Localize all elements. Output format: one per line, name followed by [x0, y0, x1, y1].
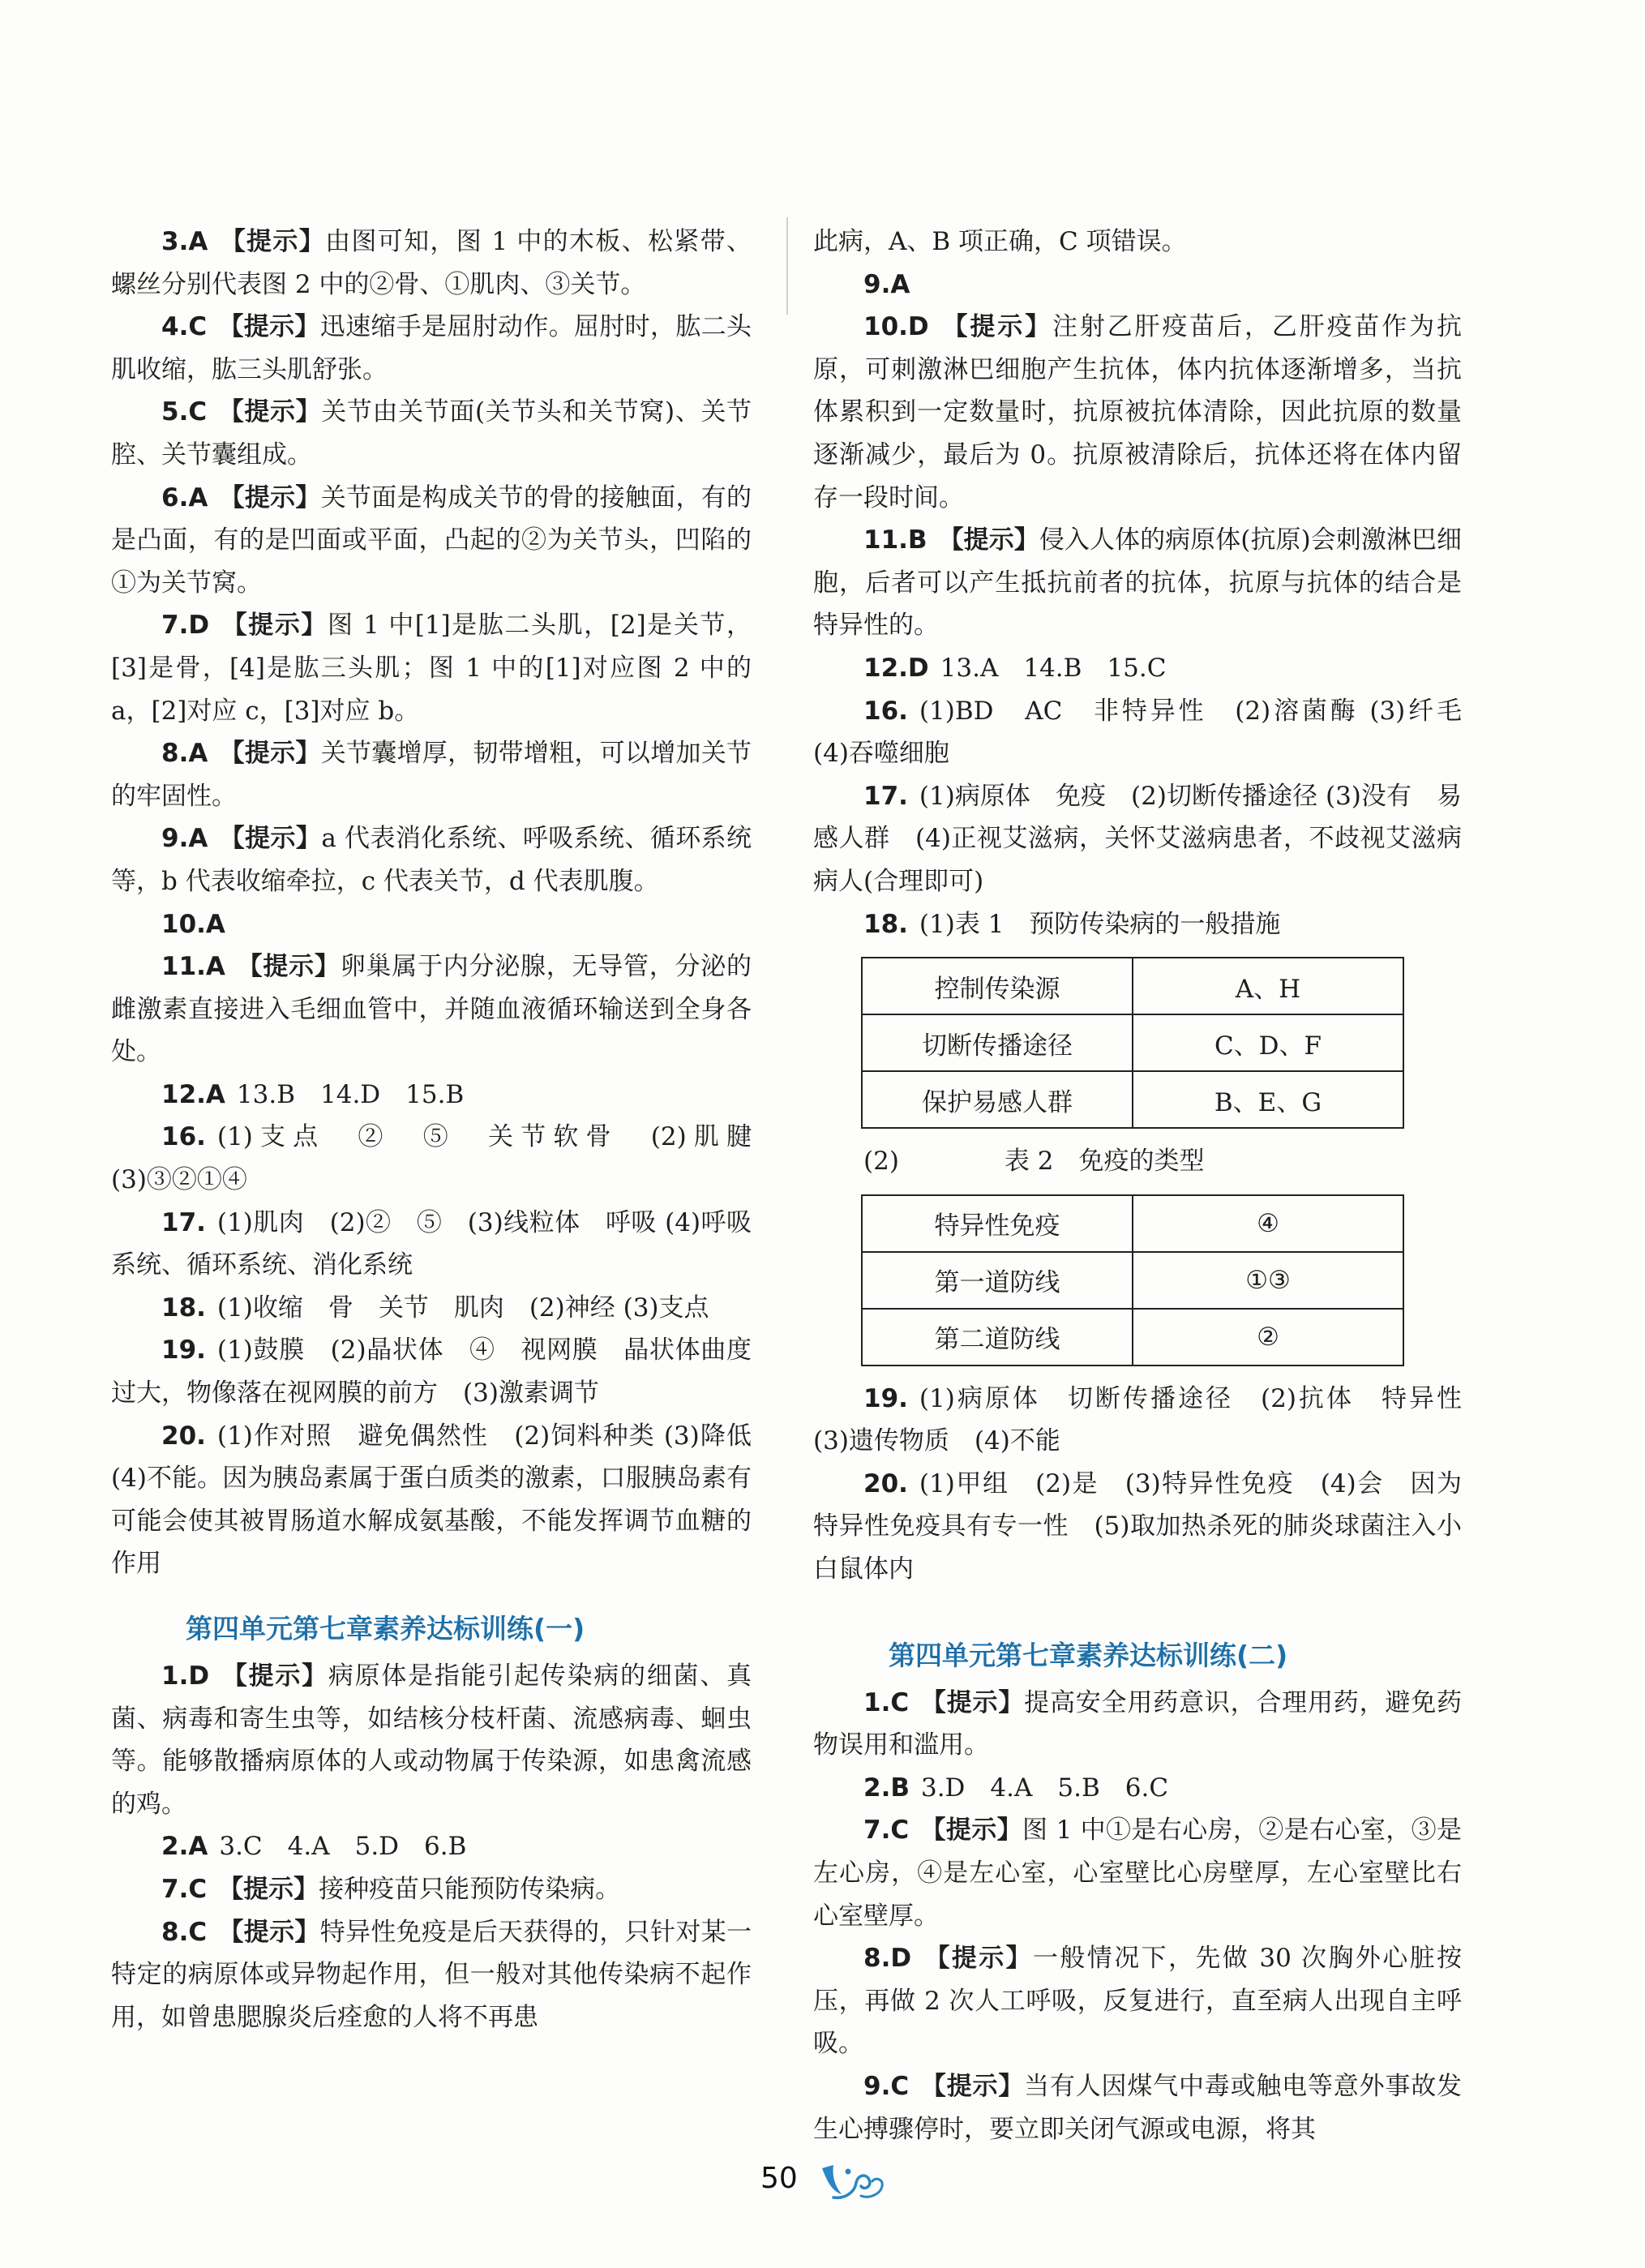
answer-number: 7.D — [161, 611, 210, 641]
hint-label: 【提示】 — [218, 1874, 319, 1904]
answer-text: 提高安全用药意识，合理用药，避免药物误用和滥用。 — [813, 1687, 1463, 1760]
answer-item — [111, 1287, 752, 1330]
hint-label: 【提示】 — [218, 1917, 320, 1947]
left-column — [111, 221, 777, 2039]
answer-item — [111, 945, 752, 1074]
answer-text: (1)BD AC 非特异性 (2)溶菌酶 (3)纤毛 (4)吞噬细胞 — [813, 696, 1487, 769]
answer-text: a 代表消化系统、呼吸系统、循环系统等，b 代表收缩牵拉，c 代表关节，d 代表肌腹。 — [111, 824, 752, 896]
answer-text: 关节囊增厚，韧带增粗，可以增加关节的牢固性。 — [111, 739, 752, 811]
answer-number: 8.A — [161, 739, 208, 769]
section-title-1: 第四单元第七章素养达标训练(一) — [186, 1613, 585, 1644]
column-divider — [786, 217, 788, 315]
answer-text: 13.B 14.D 15.B — [236, 1079, 465, 1109]
answer-number: 9.A — [161, 824, 208, 854]
answer-item — [111, 1825, 752, 1868]
answer-number: 20. — [863, 1468, 908, 1498]
answer-number: 11.B — [863, 525, 927, 555]
answer-item — [111, 1074, 752, 1117]
answer-item — [813, 775, 1462, 903]
answer-item — [813, 519, 1462, 647]
table-row — [862, 1309, 1403, 1366]
hint-label: 【提示】 — [920, 1687, 1025, 1717]
left-answer-list — [111, 221, 777, 1585]
hint-label: 【提示】 — [221, 611, 328, 641]
answer-item — [813, 1682, 1462, 1767]
wave-ornament-icon — [816, 2157, 889, 2206]
continuation-text: 此病，A、B 项正确，C 项错误。 — [813, 227, 1187, 256]
answer-number: 8.C — [161, 1917, 208, 1947]
right-answer-list-after — [813, 1378, 1487, 1591]
answer-text: (1)病原体 免疫 (2)切断传播途径 (3)没有 易感人群 (4)正视艾滋病，关怀艾滋病患者，不歧视艾滋病病人(合理即可) — [813, 781, 1462, 896]
answer-item — [111, 817, 752, 902]
hint-label: 【提示】 — [923, 1944, 1034, 1974]
hint-label: 【提示】 — [219, 227, 326, 256]
answer-item — [813, 903, 1462, 946]
answer-text: 13.A 14.B 15.C — [940, 653, 1167, 683]
right-answer-list — [813, 264, 1487, 946]
table-cell-value: A、H — [1133, 958, 1403, 1014]
table-cell-label: 保护易感人群 — [862, 1071, 1133, 1128]
answer-number: 18. — [161, 1293, 206, 1323]
hint-label: 【提示】 — [221, 1661, 328, 1691]
table-cell-value: B、E、G — [1133, 1071, 1403, 1128]
answer-number: 2.B — [863, 1773, 910, 1803]
answer-item — [813, 1767, 1462, 1810]
answer-text: 图 1 中①是右心房，②是右心室，③是左心房，④是左心室，心室壁比心房壁厚，左心室壁比右心室壁厚。 — [813, 1816, 1462, 1931]
answer-text: 接种疫苗只能预防传染病。 — [319, 1874, 621, 1904]
right-column — [813, 221, 1487, 2150]
answer-text: 3.D 4.A 5.B 6.C — [920, 1773, 1169, 1803]
table-cell-label: 第二道防线 — [862, 1309, 1133, 1366]
answer-item — [813, 1463, 1462, 1591]
table-row — [862, 958, 1403, 1014]
right-section-answer-list — [813, 1682, 1462, 2151]
answer-item — [111, 1868, 752, 1911]
answer-item — [111, 604, 752, 732]
page-number: 50 — [760, 2162, 798, 2195]
answer-number: 1.C — [863, 1687, 910, 1717]
table-row — [862, 1252, 1403, 1309]
hint-label: 【提示】 — [218, 397, 322, 427]
table-cell-value: ② — [1133, 1309, 1403, 1366]
answer-text: 一般情况下，先做 30 次胸外心脏按压，再做 2 次人工呼吸，反复进行，直至病人出现自主呼吸。 — [813, 1944, 1462, 2059]
answer-number: 19. — [161, 1336, 206, 1366]
answer-text: (1)肌肉 (2)② ⑤ (3)线粒体 呼吸 (4)呼吸系统、循环系统、消化系统 — [111, 1207, 752, 1280]
answer-text: (1)收缩 骨 关节 肌肉 (2)神经 (3)支点 — [216, 1293, 709, 1323]
hint-label: 【提示】 — [219, 482, 321, 512]
left-section-answer-list — [111, 1655, 752, 2039]
answer-number: 9.A — [863, 269, 910, 299]
answer-item — [111, 1655, 752, 1825]
answer-text: (1)病原体 切断传播途径 (2)抗体 特异性 (3)遗传物质 (4)不能 — [813, 1383, 1487, 1456]
answer-item — [813, 1378, 1487, 1463]
answer-text: (1)支点 ② ⑤ 关节软骨 (2)肌腱 (3)③②①④ — [111, 1122, 752, 1195]
answer-number: 17. — [863, 781, 908, 811]
hint-label: 【提示】 — [236, 952, 341, 982]
table-row — [862, 1071, 1403, 1128]
answer-item — [813, 647, 1462, 690]
answer-item — [111, 1116, 752, 1201]
table-cell-label: 第一道防线 — [862, 1252, 1133, 1309]
answer-item — [111, 1329, 752, 1414]
hint-label: 【提示】 — [940, 312, 1052, 342]
answer-item — [813, 1809, 1462, 1937]
answer-number: 20. — [161, 1421, 206, 1451]
answer-item — [111, 221, 752, 306]
answer-text: (1)甲组 (2)是 (3)特异性免疫 (4)会 因为特异性免疫具有专一性 (5)取加热杀死的肺炎球菌注入小白鼠体内 — [813, 1468, 1462, 1584]
hint-label: 【提示】 — [938, 525, 1039, 555]
answer-item — [111, 1911, 752, 2039]
table-cell-value: ①③ — [1133, 1252, 1403, 1309]
answer-text: 注射乙肝疫苗后，乙肝疫苗作为抗原，可刺激淋巴细胞产生抗体，体内抗体逐渐增多，当抗体累积到一定数量时，抗原被抗体清除，因此抗原的数量逐渐减少，最后为 0。抗原被清除后，抗体还将在体内留存一段时间。 — [813, 312, 1463, 512]
section-title-2: 第四单元第七章素养达标训练(二) — [889, 1639, 1288, 1671]
answer-number: 12.A — [161, 1079, 225, 1109]
answer-number: 9.C — [863, 2072, 910, 2101]
hint-label: 【提示】 — [219, 739, 321, 769]
table-cell-label: 控制传染源 — [862, 958, 1133, 1014]
table-cell-label: 特异性免疫 — [862, 1195, 1133, 1252]
answer-item — [813, 2065, 1462, 2150]
table2-caption: 表 2 免疫的类型 — [1004, 1147, 1205, 1177]
answer-text: (1)表 1 预防传染病的一般措施 — [919, 909, 1281, 939]
answer-text: (1)鼓膜 (2)晶状体 ④ 视网膜 晶状体曲度过大，物像落在视网膜的前方 (3)激素调节 — [111, 1336, 752, 1408]
table2-caption-line — [813, 1140, 1462, 1183]
answer-number: 5.C — [161, 397, 208, 427]
answer-number: 11.A — [161, 952, 225, 982]
answer-text: 图 1 中[1]是肱二头肌，[2]是关节，[3]是骨，[4]是肱三头肌；图 1 中的[1]对应图 2 中的 a，[2]对应 c，[3]对应 b。 — [111, 611, 752, 726]
answer-text: 卵巢属于内分泌腺，无导管，分泌的雌激素直接进入毛细血管中，并随血液循环输送到全身各处。 — [111, 952, 752, 1067]
hint-label: 【提示】 — [920, 1816, 1023, 1846]
answer-number: 19. — [863, 1383, 908, 1413]
table-prevention-measures — [861, 957, 1404, 1129]
table-immunity-types — [861, 1194, 1404, 1366]
hint-label: 【提示】 — [219, 824, 322, 854]
answer-number: 16. — [161, 1122, 206, 1152]
answer-number: 1.D — [161, 1661, 210, 1691]
answer-text: 由图可知，图 1 中的木板、松紧带、螺丝分别代表图 2 中的②骨、①肌肉、③关节。 — [111, 227, 752, 299]
answer-number: 12.D — [863, 653, 929, 683]
hint-label: 【提示】 — [920, 2072, 1025, 2101]
answer-item — [813, 1937, 1462, 2065]
answer-number: 7.C — [161, 1874, 208, 1904]
answer-number: 17. — [161, 1207, 206, 1237]
answer-number: 10.D — [863, 312, 929, 342]
answer-number: 2.A — [161, 1832, 208, 1862]
answer-item — [813, 306, 1462, 519]
answer-text: 迅速缩手是屈肘动作。屈肘时，肱二头肌收缩，肱三头肌舒张。 — [111, 312, 752, 384]
answer-number: 16. — [863, 696, 908, 726]
answer-text: 病原体是指能引起传染病的细菌、真菌、病毒和寄生虫等，如结核分枝杆菌、流感病毒、蛔虫等。能够散播病原体的人或动物属于传染源，如患禽流感的鸡。 — [111, 1661, 752, 1819]
table2-prefix: (2) — [863, 1147, 899, 1177]
answer-item — [111, 732, 752, 817]
answer-text: (1)作对照 避免偶然性 (2)饲料种类 (3)降低 (4)不能。因为胰岛素属于蛋白质类的激素，口服胰岛素有可能会使其被胃肠道水解成氨基酸，不能发挥调节血糖的作用 — [111, 1421, 777, 1579]
answer-text: 3.C 4.A 5.D 6.B — [219, 1832, 467, 1862]
hint-label: 【提示】 — [218, 312, 320, 342]
answer-number: 6.A — [161, 482, 208, 512]
answer-text: 侵入人体的病原体(抗原)会刺激淋巴细胞，后者可以产生抵抗前者的抗体，抗原与抗体的结合是特异性的。 — [813, 525, 1463, 641]
answer-item — [111, 477, 752, 605]
answer-item — [813, 690, 1487, 775]
answer-number: 18. — [863, 909, 908, 939]
answer-text: 特异性免疫是后天获得的，只针对某一特定的病原体或异物起作用，但一般对其他传染病不起作用，如曾患腮腺炎后痊愈的人将不再患 — [111, 1917, 752, 2032]
answer-text: 关节由关节面(关节头和关节窝)、关节腔、关节囊组成。 — [111, 397, 752, 469]
answer-item — [111, 1415, 777, 1585]
answer-item — [111, 391, 752, 476]
table-row — [862, 1195, 1403, 1252]
table-row — [862, 1014, 1403, 1071]
answer-item — [111, 1202, 752, 1287]
answer-text: 当有人因煤气中毒或触电等意外事故发生心搏骤停时，要立即关闭气源或电源，将其 — [813, 2072, 1463, 2144]
table-cell-value: C、D、F — [1133, 1014, 1403, 1071]
answer-number: 7.C — [863, 1816, 910, 1846]
answer-number: 4.C — [161, 312, 208, 342]
answer-item — [111, 306, 752, 391]
answer-item — [111, 903, 752, 946]
answer-text: 关节面是构成关节的骨的接触面，有的是凸面，有的是凹面或平面，凸起的②为关节头，凹陷的①为关节窝。 — [111, 482, 752, 598]
table-cell-value: ④ — [1133, 1195, 1403, 1252]
answer-number: 10.A — [161, 909, 225, 939]
answer-number: 3.A — [161, 227, 208, 256]
answer-number: 8.D — [863, 1944, 912, 1974]
answer-item — [813, 264, 1462, 307]
table-cell-label: 切断传播途径 — [862, 1014, 1133, 1071]
